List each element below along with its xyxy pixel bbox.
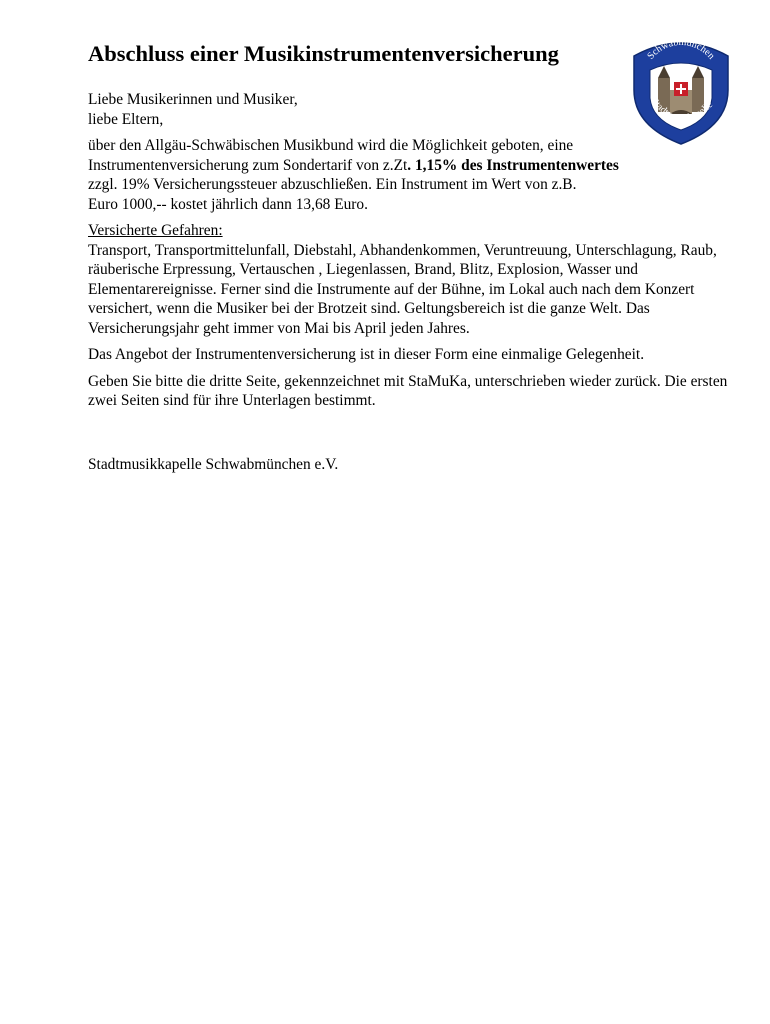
logo-text-bottom: Stadtmusikkapelle xyxy=(648,96,716,125)
greeting-line-1: Liebe Musikerinnen und Musiker, xyxy=(88,91,298,108)
risks-heading: Versicherte Gefahren: xyxy=(88,222,223,239)
intro-line-3: zzgl. 19% Versicherungssteuer abzuschließen. Ein Instrument im Wert von z.B. xyxy=(88,176,577,193)
club-crest-logo xyxy=(630,38,732,146)
risks-text: Transport, Transportmittelunfall, Diebstahl, Abhandenkommen, Veruntreuung, Unterschlagung, Raub, räuberische Erpressung, Vertauschen , Liegenlassen, Brand, Blitz, Explosion, Wasser und Elementarereignisse. Ferner sind die Instrumente auf der Bühne, im Lokal auch nach dem Konzert versichert, wenn die Musiker bei der Brotzeit sind. Geltungsbereich ist die ganze Welt. Das Versicherungsjahr geht immer von Mai bis April jeden Jahres. xyxy=(88,241,717,337)
offer-paragraph: Das Angebot der Instrumentenversicherung ist in dieser Form eine einmalige Gelegenheit. xyxy=(88,346,645,363)
greeting-line-2: liebe Eltern, xyxy=(88,110,164,128)
intro-paragraph xyxy=(88,136,728,214)
return-paragraph: Geben Sie bitte die dritte Seite, gekennzeichnet mit StaMuKa, unterschrieben wieder zurück. Die ersten zwei Seiten sind für ihre Unterlagen bestimmt. xyxy=(88,372,728,409)
document-title: Abschluss einer Musikinstrumentenversicherung xyxy=(88,41,559,66)
signature: Stadtmusikkapelle Schwabmünchen e.V. xyxy=(88,455,339,473)
intro-line-4: Euro 1000,-- kostet jährlich dann 13,68 Euro. xyxy=(88,195,368,213)
intro-rate: . 1,15% des Instrumentenwertes xyxy=(407,156,619,174)
intro-text: über den Allgäu-Schwäbischen Musikbund wird die Möglichkeit geboten, eine Instrumentenversicherung zum Sondertarif von z.Zt xyxy=(88,137,574,174)
logo-text-top: Schwabmünchen xyxy=(645,38,717,62)
